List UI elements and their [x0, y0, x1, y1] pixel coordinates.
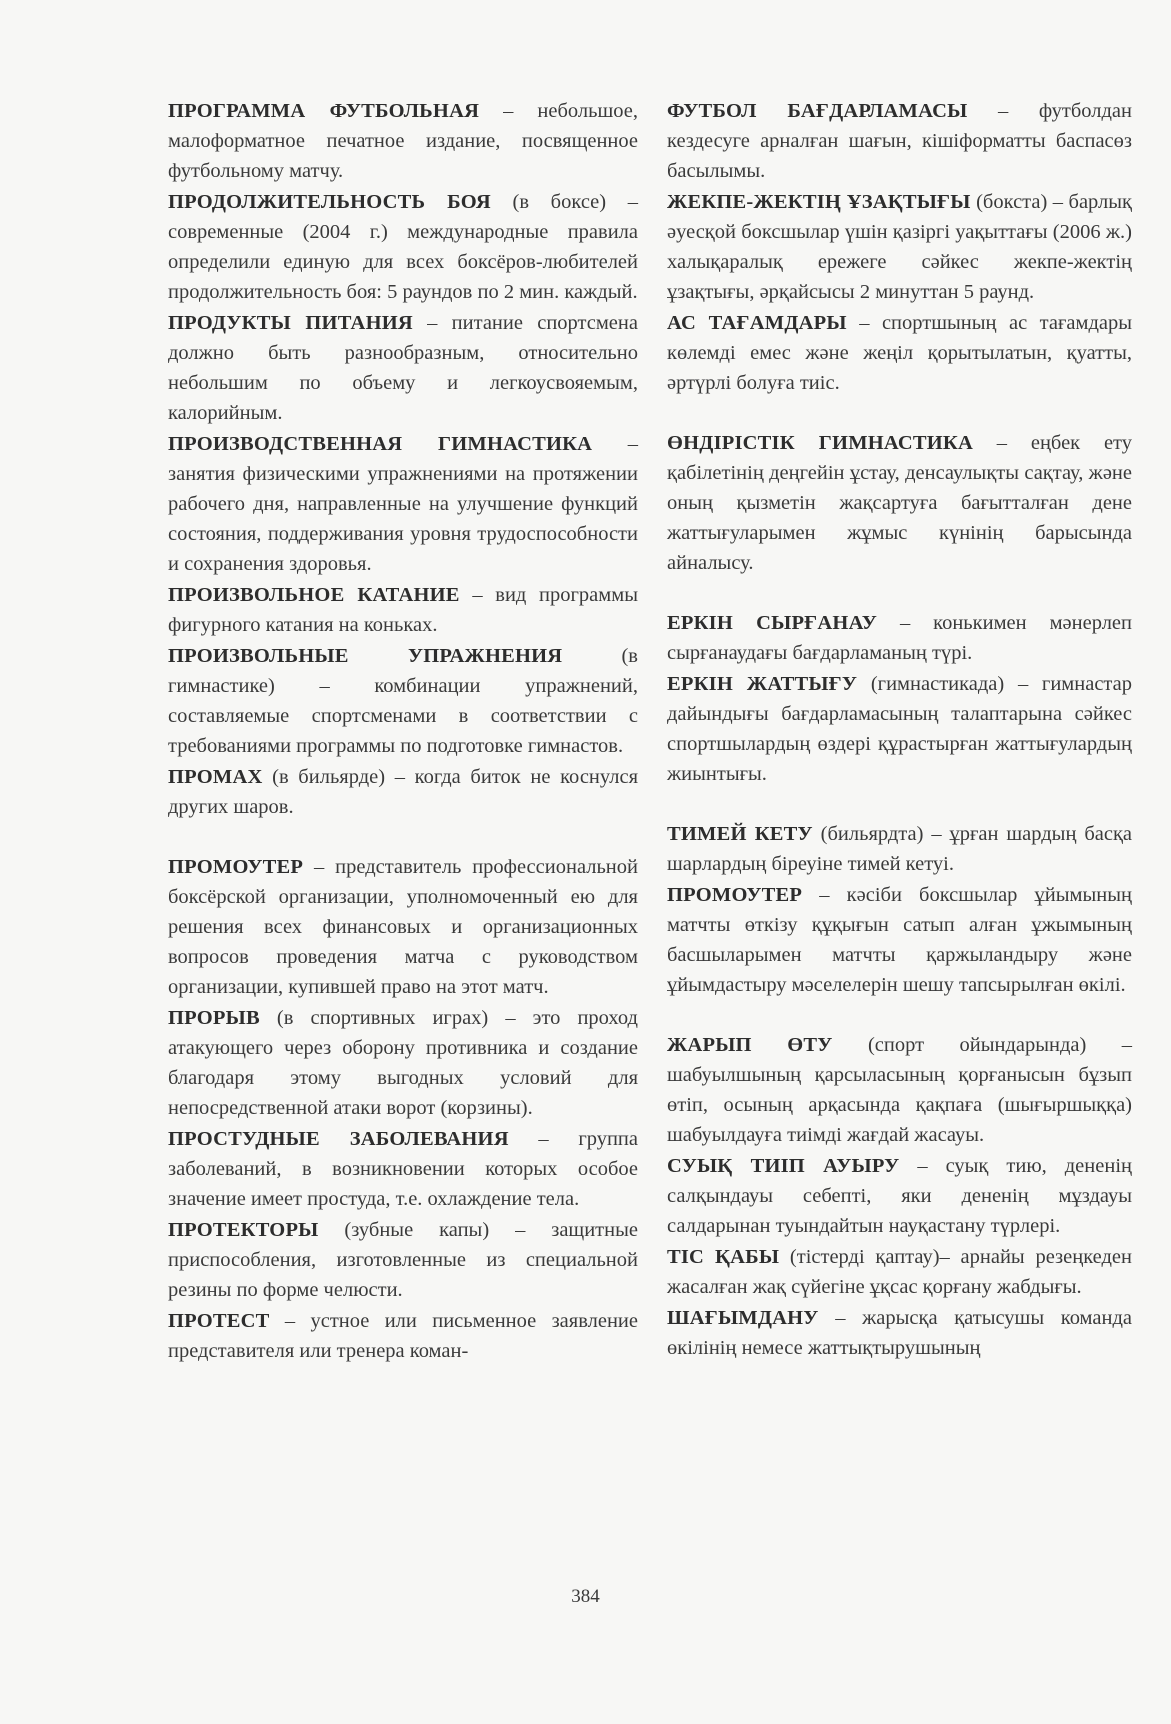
entry-definition: (в спортивных играх) – это проход атакующего через оборону противника и создание благодаря этому выгодных условий для непосредственной атаки ворот (корзины). [168, 1007, 638, 1119]
entry-definition: (в гимнастике) – комбинации упражнений, составляемые спортсменами в соответствии с требованиями программы по подготовке гимнастов. [168, 645, 638, 757]
entry-term: ПРОДУКТЫ ПИТАНИЯ [168, 312, 413, 334]
entry-definition: – суық тию, дененің салқындауы себепті, яки дененің мұздауы салдарынан туындайтын науқастану түрлері. [667, 1155, 1132, 1237]
entry-right-8 [667, 1030, 1132, 1150]
entry-right-7 [667, 880, 1132, 1000]
entry-term: ФУТБОЛ БАҒДАРЛАМАСЫ [667, 100, 968, 122]
entry-term: ПРОТЕСТ [168, 1310, 270, 1332]
entry-term: ПРОИЗВОДСТВЕННАЯ ГИМНАСТИКА [168, 433, 593, 455]
entry-term: ЕРКІН ЖАТТЫҒУ [667, 673, 858, 695]
entry-definition: (тістерді қаптау)– арнайы резеңкеден жасалған жақ сүйегіне ұқсас қорғану жабдығы. [667, 1246, 1132, 1298]
entry-right-11 [667, 1303, 1132, 1363]
entry-definition: (бильярдта) – ұрған шардың басқа шарлардың біреуіне тимей кетуі. [667, 823, 1133, 875]
left-column-russian [168, 96, 638, 1367]
entry-right-5 [667, 669, 1132, 789]
entry-left-11 [168, 1306, 638, 1366]
entry-term: ЖЕКПЕ-ЖЕКТІҢ ҰЗАҚТЫҒЫ [667, 191, 971, 213]
entry-definition: – занятия физическими упражнениями на протяжении рабочего дня, направленные на улучшение функций состояния, поддерживания уровня трудоспособности и сохранения здоровья. [168, 433, 638, 575]
entry-left-9 [168, 1124, 638, 1214]
entry-left-0 [168, 96, 638, 186]
entry-left-1 [168, 187, 638, 307]
entry-term: ПРОИЗВОЛЬНОЕ КАТАНИЕ [168, 584, 460, 606]
entry-definition: – питание спортсмена должно быть разнообразным, относительно небольшим по объему и легкоусвояемым, калорийным. [168, 312, 638, 424]
entry-right-9 [667, 1151, 1132, 1241]
entry-definition: – еңбек ету қабілетінің деңгейін ұстау, денсаулықты сақтау, және оның қызметін жақсартуға бағытталған дене жаттығуларымен жұмыс күнінің барысында айналысу. [667, 432, 1132, 574]
entry-right-4 [667, 608, 1132, 668]
entry-definition: (зубные капы) – защитные приспособления, изготовленные из специальной резины по форме челюсти. [168, 1219, 638, 1301]
entry-left-4 [168, 580, 638, 640]
entry-term: ПРОТЕКТОРЫ [168, 1219, 319, 1241]
entry-right-3 [667, 428, 1132, 578]
entry-term: ПРОИЗВОЛЬНЫЕ УПРАЖНЕНИЯ [168, 645, 563, 667]
entry-left-7 [168, 852, 638, 1002]
entry-term: ПРОРЫВ [168, 1007, 260, 1029]
entry-right-2 [667, 308, 1132, 398]
entry-definition: (в боксе) – современные (2004 г.) международные правила определили единую для всех боксёров-любителей продолжительность боя: 5 раундов по 2 мин. каждый. [168, 191, 638, 303]
entry-definition: – вид программы фигурного катания на коньках. [168, 584, 638, 636]
entry-left-6 [168, 762, 638, 822]
entry-term: ШАҒЫМДАНУ [667, 1307, 819, 1329]
entry-right-10 [667, 1242, 1132, 1302]
entry-definition: – устное или письменное заявление представителя или тренера коман- [168, 1310, 638, 1362]
entry-definition: (гимнастикада) – гимнастар дайындығы бағдарламасының талаптарына сәйкес спортшылардың өздері құрастырған жаттығулардың жиынтығы. [667, 673, 1132, 785]
entry-definition: (спорт ойындарында) – шабуылшының қарсыласының қорғанысын бұзып өтіп, осының арқасында қақпаға (шығыршыққа) шабуылдауға тиімді жағдай жасауы. [667, 1034, 1132, 1146]
entry-definition: – конькимен мәнерлеп сырғанаудағы бағдарламаның түрі. [667, 612, 1132, 664]
entry-definition: – кәсіби боксшылар ұйымының матчты өткізу құқығын сатып алған ұжымының басшыларымен матчты қаржыландыру және ұйымдастыру мәселелерін шешу тапсырылған өкілі. [667, 884, 1132, 996]
entry-definition: (бокста) – барлық әуесқой боксшылар үшін қазіргі уақыттағы (2006 ж.) халықаралық ережеге сәйкес жекпе-жектің ұзақтығы, әрқайсысы 2 минуттан 5 раунд. [667, 191, 1132, 303]
entry-left-3 [168, 429, 638, 579]
entry-definition: – футболдан кездесуге арналған шағын, кішіформатты баспасөз басылымы. [667, 100, 1133, 182]
entry-term: ТИМЕЙ КЕТУ [667, 823, 813, 845]
entry-definition: – спортшының ас тағамдары көлемді емес және жеңіл қорытылатын, қуатты, әртүрлі болуға тиіс. [667, 312, 1132, 394]
entry-term: АС ТАҒАМДАРЫ [667, 312, 847, 334]
entry-term: ПРОГРАММА ФУТБОЛЬНАЯ [168, 100, 480, 122]
entry-term: СУЫҚ ТИІП АУЫРУ [667, 1155, 900, 1177]
entry-definition: (в бильярде) – когда биток не коснулся других шаров. [168, 766, 638, 818]
entry-definition: – группа заболеваний, в возникновении которых особое значение имеет простуда, т.е. охлаждение тела. [168, 1128, 638, 1210]
entry-left-5 [168, 641, 638, 761]
entry-definition: – представитель профессиональной боксёрской организации, уполномоченный ею для решения всех финансовых и организационных вопросов проведения матча с руководством организации, купившей право на этот матч. [168, 856, 638, 998]
entry-term: ӨНДІРІСТІК ГИМНАСТИКА [667, 432, 973, 454]
entry-definition: – жарысқа қатысушы команда өкілінің немесе жаттықтырушының [667, 1307, 1132, 1359]
entry-term: ПРОМОУТЕР [168, 856, 304, 878]
entry-term: ПРОМОУТЕР [667, 884, 803, 906]
entry-left-8 [168, 1003, 638, 1123]
right-column-kazakh [667, 96, 1132, 1364]
page-number: 384 [571, 1586, 600, 1607]
entry-right-1 [667, 187, 1132, 307]
entry-left-2 [168, 308, 638, 428]
entry-right-6 [667, 819, 1132, 879]
entry-term: ЖАРЫП ӨТУ [667, 1034, 833, 1056]
entry-term: ПРОСТУДНЫЕ ЗАБОЛЕВАНИЯ [168, 1128, 509, 1150]
entry-right-0 [667, 96, 1132, 186]
entry-left-10 [168, 1215, 638, 1305]
entry-term: ПРОДОЛЖИТЕЛЬНОСТЬ БОЯ [168, 191, 491, 213]
entry-term: ТІС ҚАБЫ [667, 1246, 780, 1268]
entry-term: ЕРКІН СЫРҒАНАУ [667, 612, 878, 634]
entry-definition: – небольшое, малоформатное печатное издание, посвященное футбольному матчу. [168, 100, 638, 182]
entry-term: ПРОМАХ [168, 766, 263, 788]
